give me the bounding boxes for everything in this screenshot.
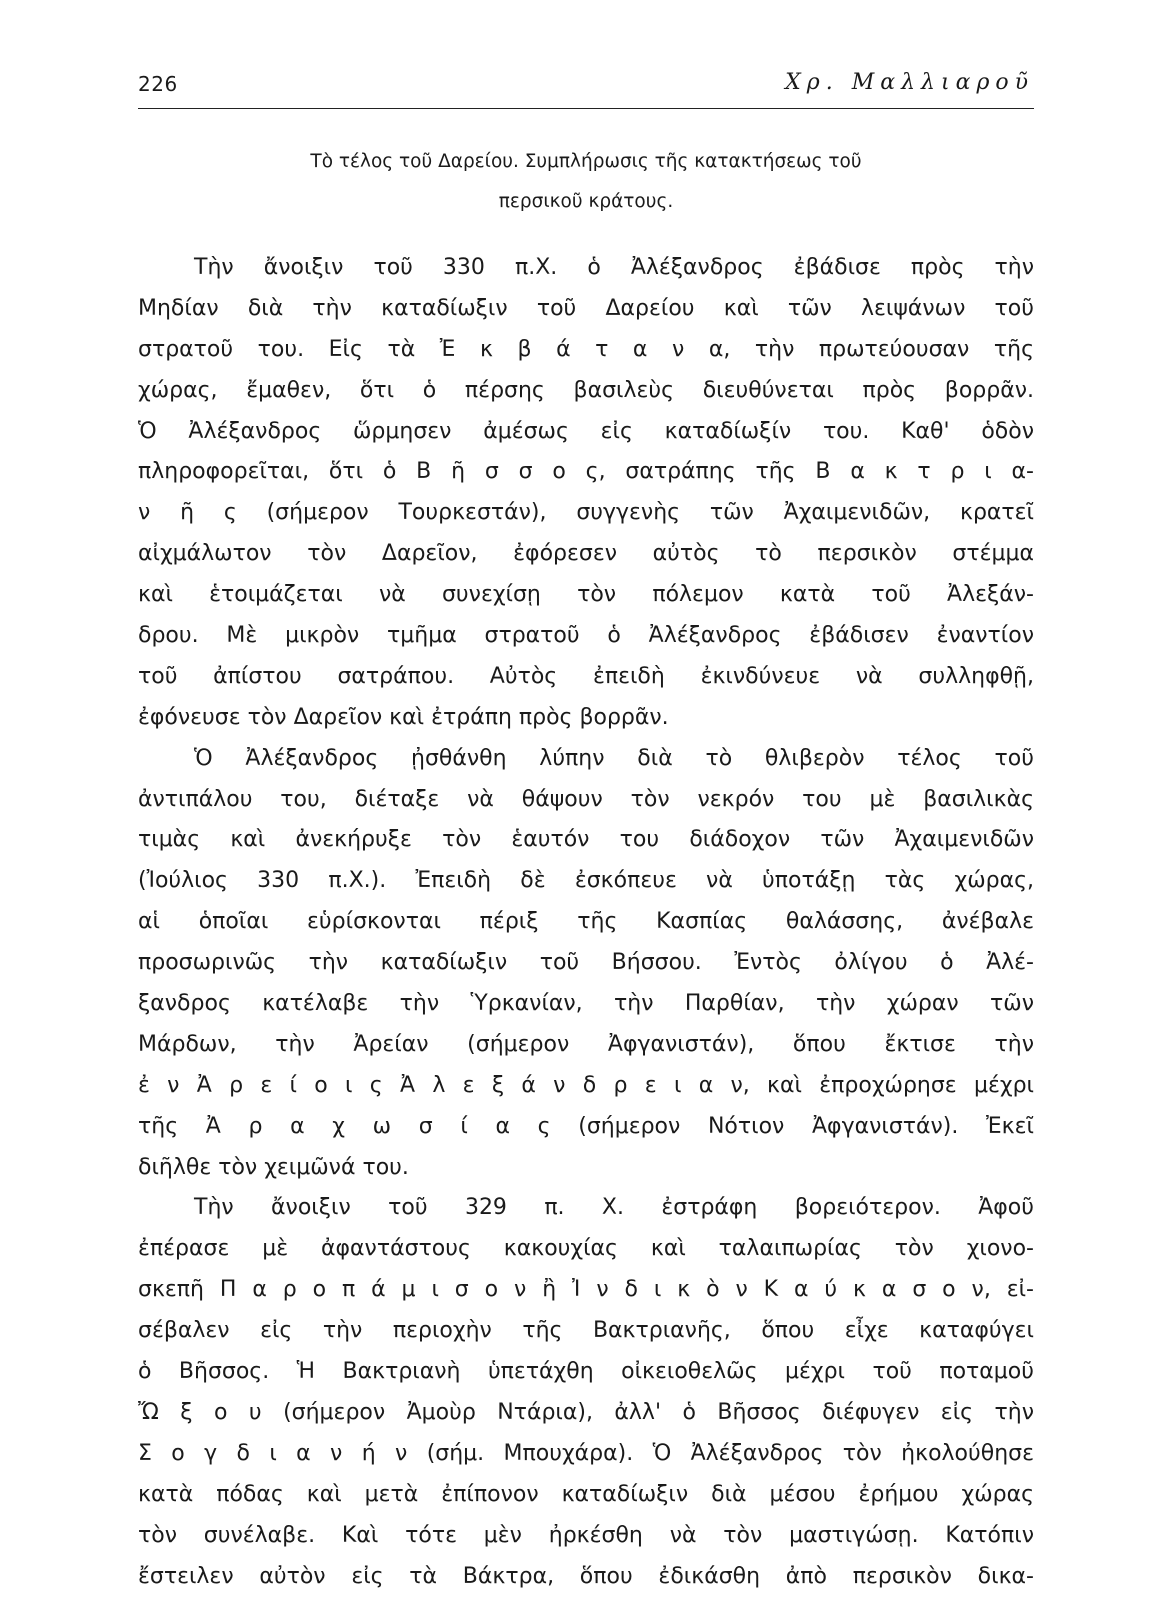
- text-line: Μηδίαν διὰ τὴν καταδίωξιν τοῦ Δαρείου καὶ τῶν λειψάνων τοῦ: [138, 289, 1034, 330]
- text-line: Ὁ Ἀλέξανδρος ὥρμησεν ἀμέσως εἰς καταδίωξίν του. Καθ' ὁδὸν: [138, 412, 1034, 453]
- text-line: κατὰ πόδας καὶ μετὰ ἐπίπονον καταδίωξιν διὰ μέσου ἐρήμου χώρας: [138, 1475, 1034, 1516]
- text-line: ξανδρος κατέλαβε τὴν Ὑρκανίαν, τὴν Παρθίαν, τὴν χώραν τῶν: [138, 984, 1034, 1025]
- page-header: [138, 68, 1034, 100]
- text-line: ἀντιπάλου του, διέταξε νὰ θάψουν τὸν νεκρόν του μὲ βασιλικὰς: [138, 780, 1034, 821]
- text-line: αἰχμάλωτον τὸν Δαρεῖον, ἐφόρεσεν αὐτὸς τὸ περσικὸν στέμμα: [138, 534, 1034, 575]
- text-line: Τὴν ἄνοιξιν τοῦ 330 π.Χ. ὁ Ἀλέξανδρος ἐβάδισε πρὸς τὴν: [138, 248, 1034, 289]
- text-line: δρου. Μὲ μικρὸν τμῆμα στρατοῦ ὁ Ἀλέξανδρος ἐβάδισεν ἐναντίον: [138, 616, 1034, 657]
- section-title-line-2: περσικοῦ κράτους.: [138, 182, 1034, 222]
- header-rule: [138, 108, 1034, 109]
- text-line: τὸν συνέλαβε. Καὶ τότε μὲν ἠρκέσθη νὰ τὸν μαστιγώσῃ. Κατόπιν: [138, 1516, 1034, 1557]
- text-line: Ὁ Ἀλέξανδρος ᾐσθάνθη λύπην διὰ τὸ θλιβερὸν τέλος τοῦ: [138, 739, 1034, 780]
- text-line: ἐπέρασε μὲ ἀφαντάστους κακουχίας καὶ ταλαιπωρίας τὸν χιονο-: [138, 1229, 1034, 1270]
- text-line: ἐ ν Ἀ ρ ε ί ο ι ς Ἀ λ ε ξ ά ν δ ρ ε ι α ν, καὶ ἐπροχώρησε μέχρι: [138, 1066, 1034, 1107]
- text-line: ἔστειλεν αὐτὸν εἰς τὰ Βάκτρα, ὅπου ἐδικάσθη ἀπὸ περσικὸν δικα-: [138, 1557, 1034, 1597]
- text-line: τοῦ ἀπίστου σατράπου. Αὐτὸς ἐπειδὴ ἐκινδύνευε νὰ συλληφθῇ,: [138, 657, 1034, 698]
- text-line: Τὴν ἄνοιξιν τοῦ 329 π. Χ. ἐστράφη βορειότερον. Ἀφοῦ: [138, 1188, 1034, 1229]
- text-line: (Ἰούλιος 330 π.Χ.). Ἐπειδὴ δὲ ἐσκόπευε νὰ ὑποτάξῃ τὰς χώρας,: [138, 861, 1034, 902]
- text-line: καὶ ἑτοιμάζεται νὰ συνεχίσῃ τὸν πόλεμον κατὰ τοῦ Ἀλεξάν-: [138, 575, 1034, 616]
- text-line: Μάρδων, τὴν Ἀρείαν (σήμερον Ἀφγανιστάν), ὅπου ἔκτισε τὴν: [138, 1025, 1034, 1066]
- text-line: Ὤ ξ ο υ (σήμερον Ἀμοὺρ Ντάρια), ἀλλ' ὁ Βῆσσος διέφυγεν εἰς τὴν: [138, 1393, 1034, 1434]
- running-head: Χρ. Μαλλιαροῦ: [785, 70, 1034, 95]
- text-line: χώρας, ἔμαθεν, ὅτι ὁ πέρσης βασιλεὺς διευθύνεται πρὸς βορρᾶν.: [138, 371, 1034, 412]
- text-line: τιμὰς καὶ ἀνεκήρυξε τὸν ἑαυτόν του διάδοχον τῶν Ἀχαιμενιδῶν: [138, 820, 1034, 861]
- text-line: ἐφόνευσε τὸν Δαρεῖον καὶ ἐτράπη πρὸς βορρᾶν.: [138, 698, 1034, 739]
- text-line: τῆς Ἀ ρ α χ ω σ ί α ς (σήμερον Νότιον Ἀφγανιστάν). Ἐκεῖ: [138, 1107, 1034, 1148]
- text-line: Σ ο γ δ ι α ν ή ν (σήμ. Μπουχάρα). Ὁ Ἀλέξανδρος τὸν ἠκολούθησε: [138, 1434, 1034, 1475]
- text-line: σκεπῆ Π α ρ ο π ά μ ι σ ο ν ἢ Ἰ ν δ ι κ ὸ ν Κ α ύ κ α σ ο ν, εἰ-: [138, 1270, 1034, 1311]
- text-line: σέβαλεν εἰς τὴν περιοχὴν τῆς Βακτριανῆς, ὅπου εἶχε καταφύγει: [138, 1311, 1034, 1352]
- text-line: ὁ Βῆσσος. Ἡ Βακτριανὴ ὑπετάχθη οἰκειοθελῶς μέχρι τοῦ ποταμοῦ: [138, 1352, 1034, 1393]
- text-line: διῆλθε τὸν χειμῶνά του.: [138, 1148, 1034, 1189]
- body-text: [138, 248, 1034, 1597]
- text-line: πληροφορεῖται, ὅτι ὁ Β ῆ σ σ ο ς, σατράπης τῆς Β α κ τ ρ ι α-: [138, 452, 1034, 493]
- text-line: προσωρινῶς τὴν καταδίωξιν τοῦ Βήσσου. Ἐντὸς ὀλίγου ὁ Ἀλέ-: [138, 943, 1034, 984]
- text-line: αἱ ὁποῖαι εὑρίσκονται πέριξ τῆς Κασπίας θαλάσσης, ἀνέβαλε: [138, 902, 1034, 943]
- page-number: 226: [138, 72, 178, 96]
- section-title: [138, 142, 1034, 222]
- text-line: ν ῆ ς (σήμερον Τουρκεστάν), συγγενὴς τῶν Ἀχαιμενιδῶν, κρατεῖ: [138, 493, 1034, 534]
- text-line: στρατοῦ του. Εἰς τὰ Ἐ κ β ά τ α ν α, τὴν πρωτεύουσαν τῆς: [138, 330, 1034, 371]
- section-title-line-1: Τὸ τέλος τοῦ Δαρείου. Συμπλήρωσις τῆς κατακτήσεως τοῦ: [138, 142, 1034, 182]
